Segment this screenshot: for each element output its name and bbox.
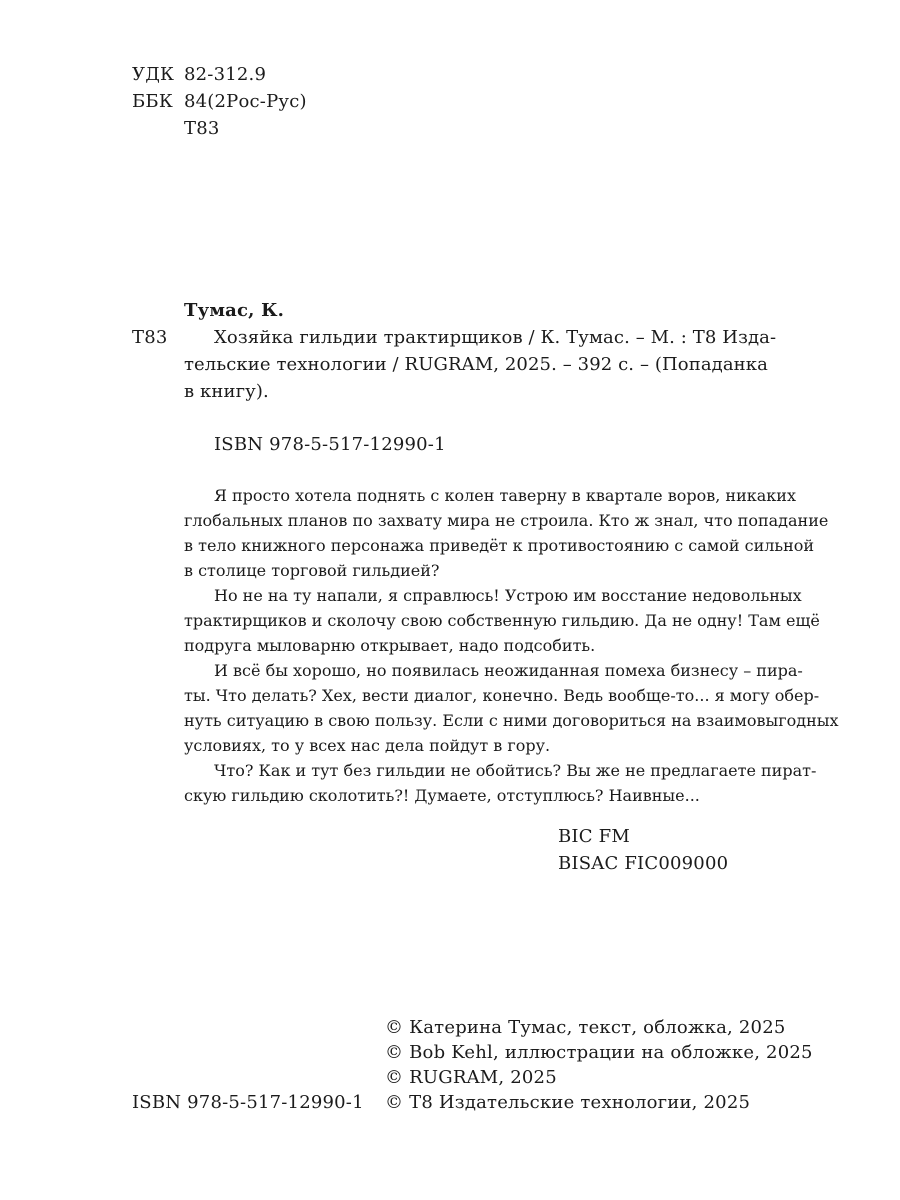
udk-label: УДК: [132, 64, 175, 85]
description-line: подруга мыловарню открывает, надо подсобить.: [184, 636, 596, 655]
description-line: в столице торговой гильдией?: [184, 561, 440, 580]
description-line: Но не на ту напали, я справлюсь! Устрою им восстание недовольных: [214, 586, 802, 605]
annotation-line: Хозяйка гильдии трактирщиков / К. Тумас. – М. : Т8 Изда-: [214, 327, 777, 348]
author-sign-top: Т83: [184, 118, 220, 139]
author-sign: Т83: [132, 327, 168, 348]
description-line: Что? Как и тут без гильдии не обойтись? Вы же не предлагаете пират-: [214, 761, 817, 780]
description-line: глобальных планов по захвату мира не строила. Кто ж знал, что попадание: [184, 511, 829, 530]
bbk-value: 84(2Рос-Рус): [184, 91, 307, 112]
bisac-code: BISAC FIC009000: [558, 853, 729, 874]
description-line: И всё бы хорошо, но появилась неожиданная помеха бизнесу – пира-: [214, 661, 803, 680]
description-line: ты. Что делать? Хех, вести диалог, конечно. Ведь вообще-то... я могу обер-: [184, 686, 820, 705]
description-line: нуть ситуацию в свою пользу. Если с ними договориться на взаимовыгодных: [184, 711, 839, 730]
copyright-line: © Катерина Тумас, текст, обложка, 2025: [385, 1017, 786, 1038]
author-heading: Тумас, К.: [184, 300, 285, 321]
description-line: условиях, то у всех нас дела пойдут в гору.: [184, 736, 551, 755]
entry-isbn: ISBN 978-5-517-12990-1: [214, 434, 446, 455]
bic-code: BIC FM: [558, 826, 630, 847]
copyright-line: © RUGRAM, 2025: [385, 1067, 557, 1088]
description-line: трактирщиков и сколочу свою собственную гильдию. Да не одну! Там ещё: [184, 611, 820, 630]
footer-isbn: ISBN 978-5-517-12990-1: [132, 1092, 364, 1113]
description-line: скую гильдию сколотить?! Думаете, отступлюсь? Наивные...: [184, 786, 700, 805]
annotation-line: тельские технологии / RUGRAM, 2025. – 392 с. – (Попаданка: [184, 354, 768, 375]
description-line: в тело книжного персонажа приведёт к противостоянию с самой сильной: [184, 536, 815, 555]
copyright-line: © Т8 Издательские технологии, 2025: [385, 1092, 751, 1113]
bbk-label: ББК: [132, 91, 173, 112]
copyright-line: © Bob Kehl, иллюстрации на обложке, 2025: [385, 1042, 813, 1063]
description-line: Я просто хотела поднять с колен таверну в квартале воров, никаких: [214, 486, 796, 505]
udk-value: 82-312.9: [184, 64, 267, 85]
annotation-line: в книгу).: [184, 381, 269, 402]
